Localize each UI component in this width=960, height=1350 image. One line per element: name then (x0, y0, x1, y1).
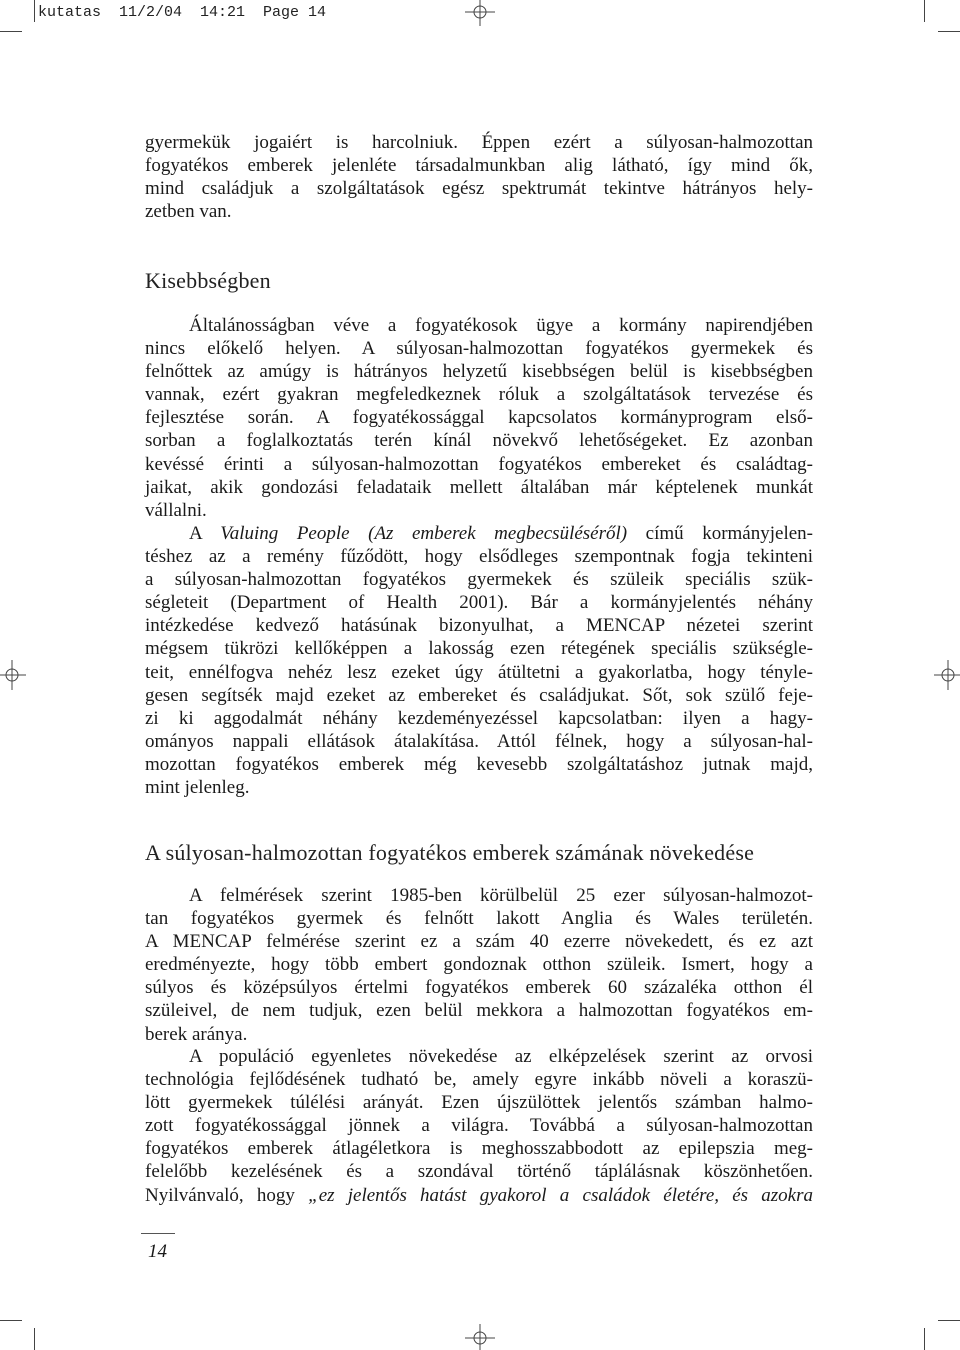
page-number-rule (141, 1233, 175, 1234)
text-line: mind családjuk a szolgáltatások egész spektrumát tekintve hátrányos hely- (145, 178, 813, 200)
registration-mark-icon (465, 0, 495, 30)
crop-mark (0, 1320, 22, 1321)
text-line: teit, ennélfogva nehéz lesz ezeket úgy átültetni a gyakorlatba, hogy tényle- (145, 661, 813, 683)
text-line: gyermekük jogaiért is harcolniuk. Éppen ezért a súlyosan-halmozottan (145, 132, 813, 153)
text-line: gesen segítsék majd ezeket az embereket és családjukat. Sőt, sok szülő feje- (145, 684, 813, 706)
section-heading-growth: A súlyosan-halmozottan fogyatékos emberek számának növekedése (145, 840, 755, 865)
crop-mark (34, 1328, 35, 1350)
text-line: fogyatékos emberek jelenléte társadalmunkban alig látható, így mind ők, (145, 155, 813, 177)
text-line: szüleivel, de nem tudjuk, ezen belül mekkora a halmozottan fogyatékos em- (145, 1000, 813, 1022)
section1-paragraph-2 (145, 522, 813, 799)
text-line: Általánosságban véve a fogyatékosok ügye a kormány napirendjében (189, 315, 813, 336)
text-line: tan fogyatékos gyermek és felnőtt lakott Anglia és Wales területén. (145, 908, 813, 930)
quotation: „ez jelentős hatást gyakorol a családok életére, és azokra (308, 1184, 813, 1206)
text-line: mozottan fogyatékos emberek még kevesebb szolgáltatáshoz jutnak majd, (145, 753, 813, 775)
section2-paragraph-1 (145, 884, 813, 1046)
text-line: vannak, ezért gyakran megfeledkeznek róluk a szolgáltatások tervezése és (145, 384, 813, 406)
text-line: ségleteit (Department of Health 2001). Bár a kormányjelentés néhány (145, 592, 813, 614)
text-line: mint jelenleg. (145, 777, 250, 799)
registration-mark-icon (930, 660, 960, 690)
text-line: vállalni. (145, 499, 207, 521)
text-line: berek aránya. (145, 1023, 248, 1045)
crop-mark (0, 31, 22, 32)
section2-paragraph-2 (145, 1045, 813, 1207)
registration-mark-icon (465, 1320, 495, 1350)
crop-mark (938, 31, 960, 32)
section-heading-kisebbsegben: Kisebbségben (145, 268, 271, 293)
crop-mark (924, 1328, 925, 1350)
text-line: zi ki aggodalmát néhány kezdeményezéssel kapcsolatban: ilyen a hagy- (145, 707, 813, 729)
text-line: eredményezte, hogy több embert gondoznak otthon szüleik. Ismert, hogy a (145, 954, 813, 976)
crop-mark (34, 0, 35, 22)
text-line: zott fogyatékossággal jönnek a világra. Továbbá a súlyosan-halmozottan (145, 1115, 813, 1137)
text-line: intézkedése kedvező hatásúnak bizonyulhat, a MENCAP nézetei szerint (145, 615, 813, 637)
text-line: Nyilvánvaló, hogy „ez jelentős hatást gyakorol a családok életére, és azokra (145, 1184, 813, 1206)
text-line: A MENCAP felmérése szerint ez a szám 40 ezerre növekedett, és ez azt (145, 931, 813, 953)
text-line: fejlesztése során. A fogyatékossággal kapcsolatos kormányprogram első- (145, 407, 813, 429)
text-line: mégsem tükrözi kellőképpen a lakosság ezen rétegének speciális szükségle- (145, 638, 813, 660)
intro-paragraph (145, 131, 813, 223)
text-line: ományos nappali ellátások átalakítása. Attól félnek, hogy a súlyosan-hal- (145, 730, 813, 752)
text-line: sorban a foglalkoztatás terén kínál növekvő lehetőségeket. Ez azonban (145, 430, 813, 452)
text-line: A Valuing People (Az emberek megbecsüléséről) című kormányjelen- (189, 523, 813, 544)
text-line: lött gyermekek túlélési arányát. Ezen újszülöttek jelentős számban halmo- (145, 1092, 813, 1114)
text-line: nincs előkelő helyen. A súlyosan-halmozottan fogyatékos gyermekek és (145, 338, 813, 360)
crop-mark (924, 0, 925, 22)
text-line: zetben van. (145, 201, 232, 223)
registration-mark-icon (0, 660, 30, 690)
section1-paragraph-1 (145, 314, 813, 522)
text-line: jaikat, akik gondozási feladataik mellett általában már képtelenek munkát (145, 476, 813, 498)
crop-mark (938, 1320, 960, 1321)
text-line: felelőbb kezelésének és a szondával történő táplálásnak köszönhetően. (145, 1161, 813, 1183)
text-line: kevéssé érinti a súlyosan-halmozottan fogyatékos embereket és családtag- (145, 453, 813, 475)
print-slug: kutatas 11/2/04 14:21 Page 14 (38, 4, 327, 21)
text-line: a súlyosan-halmozottan fogyatékos gyermekek és szüleik speciális szük- (145, 569, 813, 591)
report-title: Valuing People (Az emberek megbecsüléséről) (220, 523, 628, 544)
text-line: fogyatékos emberek átlagéletkora is meghosszabbodott az epilepszia meg- (145, 1138, 813, 1160)
text-line: technológia fejlődésének tudható be, amely egyre inkább növeli a koraszü- (145, 1069, 813, 1091)
text-line: téshez az a remény fűződött, hogy elsődleges szempontnak fogja tekinteni (145, 546, 813, 568)
text-line: felnőttek az amúgy is hátrányos helyzetű kisebbségen belül is kisebbségben (145, 361, 813, 383)
text-line: A felmérések szerint 1985-ben körülbelül 25 ezer súlyosan-halmozot- (189, 885, 813, 906)
text-line: A populáció egyenletes növekedése az elképzelések szerint az orvosi (189, 1046, 813, 1067)
page-number: 14 (148, 1241, 167, 1262)
text-line: súlyos és középsúlyos értelmi fogyatékos emberek 60 százaléka otthon él (145, 977, 813, 999)
